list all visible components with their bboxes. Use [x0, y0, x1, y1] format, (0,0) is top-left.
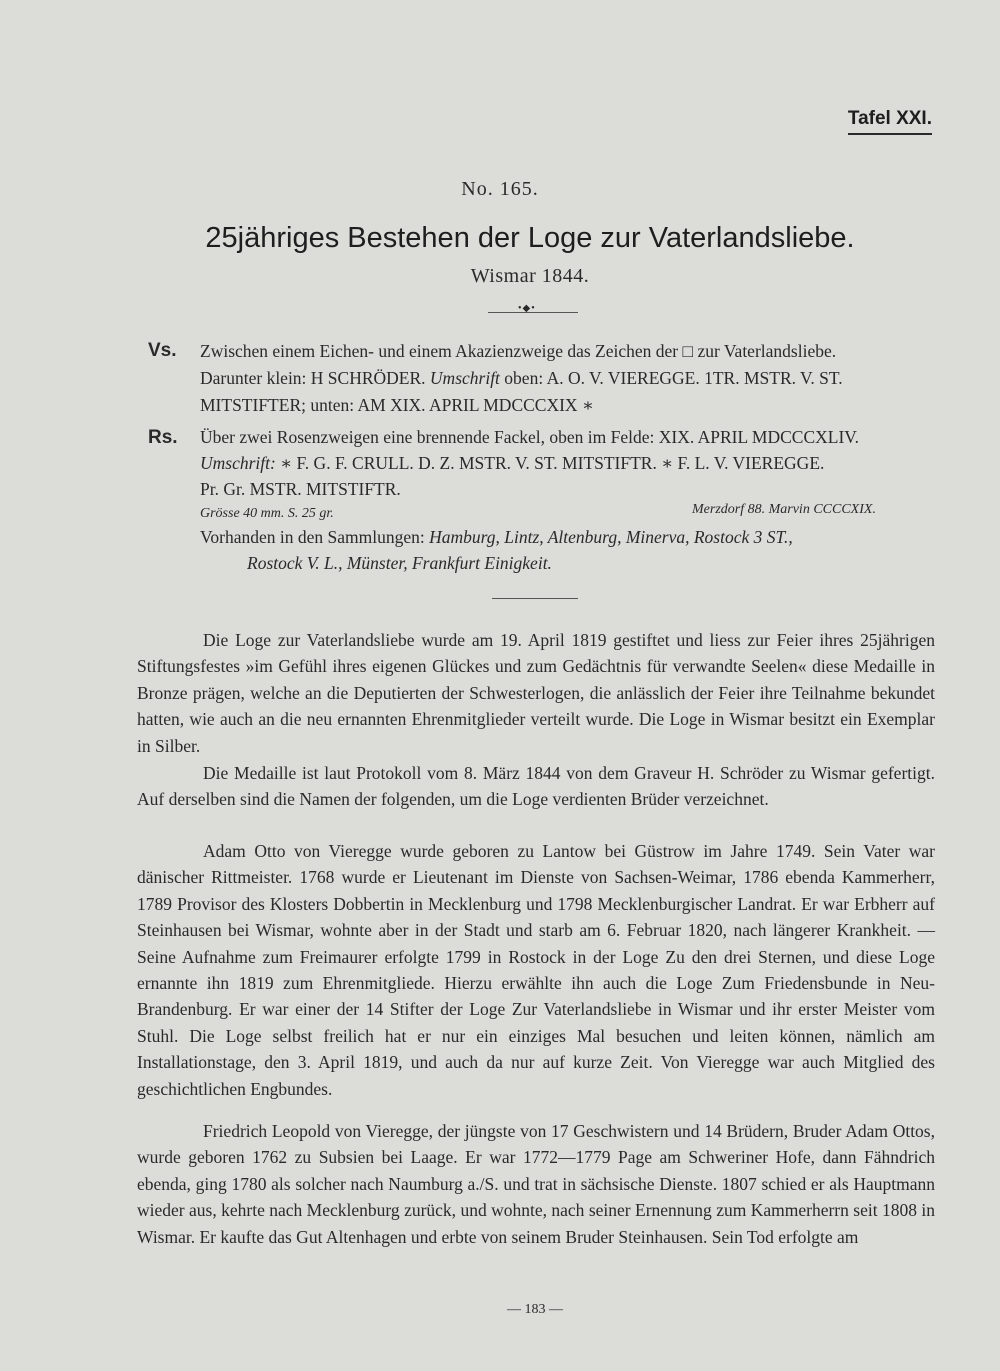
reverse-line-3: Pr. Gr. MSTR. MITSTIFTR.: [200, 479, 401, 499]
obverse-line-3: MITSTIFTER; unten: AM XIX. APRIL MDCCCXIX ∗: [200, 395, 594, 415]
collections-line-2: Rostock V. L., Münster, Frankfurt Einigkeit.: [247, 553, 552, 573]
collections-list-1: Hamburg, Lintz, Altenburg, Minerva, Rostock 3 ST.,: [429, 527, 793, 547]
reverse-line-1: Über zwei Rosenzweigen eine brennende Fackel, oben im Felde: XIX. APRIL MDCCCXLIV.: [200, 427, 860, 447]
page-title: 25jähriges Bestehen der Loge zur Vaterlandsliebe.: [205, 222, 855, 254]
collections-line-1: [200, 527, 793, 548]
plate-label: Tafel XXI.: [848, 108, 932, 135]
collections-intro: Vorhanden in den Sammlungen:: [200, 527, 425, 547]
obverse-signature: Darunter klein: H SCHRÖDER.: [200, 368, 426, 388]
reverse-line-2: [200, 453, 824, 474]
catalog-references: Merzdorf 88. Marvin CCCCXIX.: [692, 502, 876, 517]
medal-size: Grösse 40 mm. S. 25 gr.: [200, 506, 334, 521]
item-number: No. 165.: [461, 178, 539, 200]
obverse-legend-top: oben: A. O. V. VIEREGGE. 1TR. MSTR. V. ST.: [504, 368, 843, 388]
section-divider: [492, 598, 578, 599]
paragraph-4: Friedrich Leopold von Vieregge, der jüngste von 17 Geschwistern und 14 Brüdern, Bruder Adam Ottos, wurde geboren 1762 zu Subsien bei Laage. Er war 1772—1779 Page am Schweriner Hofe, dann Fähndrich ebenda, ging 1780 als solcher nach Naumburg a./S. und trat in sächsische Dienste. 1807 schied er als Hauptmann wieder aus, kehrte nach Mecklenburg zurück, und wohnte, nach seiner Ernennung zum Kammerherrn seit 1808 in Wismar. Er kaufte das Gut Altenhagen und erbte von seinem Bruder Steinhausen. Sein Tod erfolgte am: [137, 1121, 935, 1247]
reverse-label: Rs.: [148, 427, 178, 448]
obverse-label: Vs.: [148, 340, 177, 361]
page-number: — 183 —: [507, 1302, 563, 1317]
page-subtitle: Wismar 1844.: [470, 265, 590, 287]
reverse-legend-label: Umschrift:: [200, 453, 276, 473]
paragraph-2: Die Medaille ist laut Protokoll vom 8. März 1844 von dem Graveur H. Schröder zu Wismar gefertigt. Auf derselben sind die Namen der folgenden, um die Loge verdienten Brüder verzeichnet.: [137, 763, 935, 810]
ornament: •◆•: [518, 303, 536, 314]
reverse-legend: ∗ F. G. F. CRULL. D. Z. MSTR. V. ST. MITSTIFTR. ∗ F. L. V. VIEREGGE.: [280, 453, 825, 473]
obverse-legend-label: Umschrift: [429, 368, 500, 388]
paragraph-3: Adam Otto von Vieregge wurde geboren zu Lantow bei Güstrow im Jahre 1749. Sein Vater war dänischer Rittmeister. 1768 wurde er Lieutenant im Dienste von Sachsen-Weimar, 1786 ebenda Kammerherr, 1789 Provisor des Klosters Dobbertin in Mecklenburg und 1798 Mecklenburgischer Landrat. Er war Erbherr auf Steinhausen bei Wismar, wohnte aber in der Stadt und starb am 6. Februar 1820, nach längerer Krankheit. — Seine Aufnahme zum Freimaurer erfolgte 1799 in Rostock in der Loge Zu den drei Sternen, und diese Loge ernannte ihn 1819 zum Ehrenmitgliede. Hierzu erwählte ihn auch die Loge Zum Friedensbunde in Neu-Brandenburg. Er war einer der 14 Stifter der Loge Zur Vaterlandsliebe in Wismar und ihr erster Meister vom Stuhl. Die Loge selbst freilich hat er nur ein einziges Mal besuchen und leiten können, nämlich am Installationstage, den 3. April 1819, und auch da nur auf kurze Zeit. Von Vieregge war auch Mitglied des geschichtlichen Engbundes.: [137, 841, 935, 1099]
obverse-line-1: Zwischen einem Eichen- und einem Akazienzweige das Zeichen der □ zur Vaterlandsliebe.: [200, 341, 837, 361]
obverse-line-2: [200, 368, 843, 389]
paragraph-1: Die Loge zur Vaterlandsliebe wurde am 19. April 1819 gestiftet und liess zur Feier ihres 25jährigen Stiftungsfestes »im Gefühl ihres eigenen Glückes und zum Gedächtnis für verwandte Seelen« diese Medaille in Bronze prägen, welche an die Deputierten der Schwesterlogen, die anlässlich der Feier ihre Teilnahme bekundet hatten, wie auch an die neu ernannten Ehrenmitglieder verteilt wurde. Die Loge in Wismar besitzt ein Exemplar in Silber.: [137, 630, 935, 756]
